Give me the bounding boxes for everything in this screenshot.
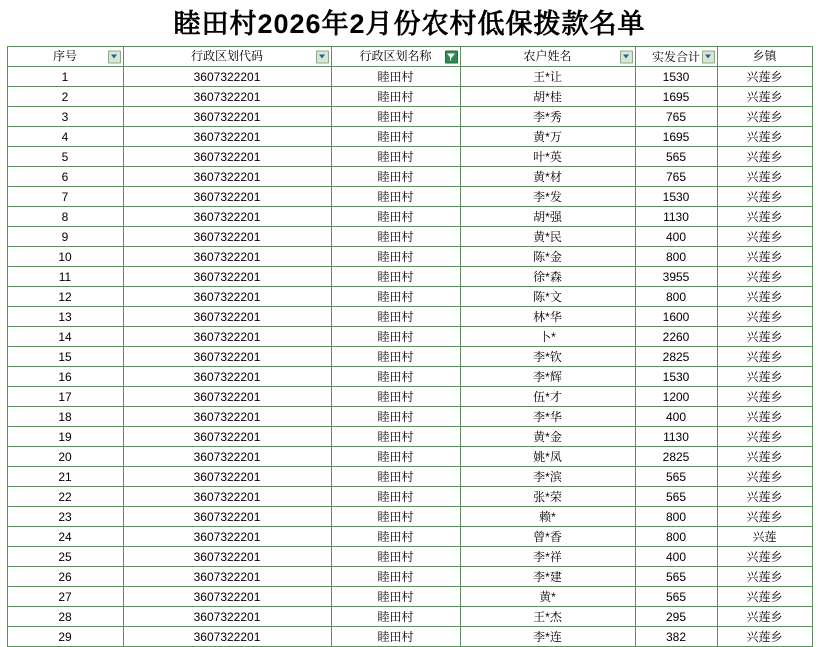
cell-person[interactable]: 胡*桂	[460, 87, 635, 107]
table-header	[7, 47, 812, 67]
cell-town[interactable]: 兴莲乡	[717, 347, 812, 367]
cell-amount[interactable]: 400	[635, 407, 717, 427]
cell-code[interactable]: 3607322201	[123, 527, 331, 547]
filter-dropdown-icon-code[interactable]	[316, 50, 329, 63]
cell-code[interactable]: 3607322201	[123, 507, 331, 527]
cell-seq[interactable]: 19	[7, 427, 123, 447]
cell-person[interactable]: 卜*	[460, 327, 635, 347]
cell-town[interactable]: 兴莲乡	[717, 627, 812, 647]
table-row[interactable]	[7, 387, 812, 407]
cell-seq[interactable]: 11	[7, 267, 123, 287]
cell-person[interactable]: 黄*民	[460, 227, 635, 247]
cell-seq[interactable]: 18	[7, 407, 123, 427]
cell-code[interactable]: 3607322201	[123, 167, 331, 187]
cell-town[interactable]: 兴莲乡	[717, 507, 812, 527]
cell-code[interactable]: 3607322201	[123, 127, 331, 147]
cell-seq[interactable]: 21	[7, 467, 123, 487]
cell-code[interactable]: 3607322201	[123, 107, 331, 127]
cell-seq[interactable]: 13	[7, 307, 123, 327]
cell-name[interactable]: 睦田村	[331, 67, 460, 87]
table-row[interactable]	[7, 327, 812, 347]
cell-amount[interactable]: 800	[635, 527, 717, 547]
cell-town[interactable]: 兴莲乡	[717, 467, 812, 487]
cell-person[interactable]: 李*祥	[460, 547, 635, 567]
cell-town[interactable]: 兴莲乡	[717, 107, 812, 127]
column-header-town[interactable]	[717, 47, 812, 67]
cell-name[interactable]: 睦田村	[331, 527, 460, 547]
cell-code[interactable]: 3607322201	[123, 307, 331, 327]
cell-person[interactable]: 叶*英	[460, 147, 635, 167]
cell-seq[interactable]: 5	[7, 147, 123, 167]
cell-town[interactable]: 兴莲乡	[717, 547, 812, 567]
cell-name[interactable]: 睦田村	[331, 407, 460, 427]
cell-amount[interactable]: 382	[635, 627, 717, 647]
table-row[interactable]	[7, 467, 812, 487]
table-row[interactable]	[7, 447, 812, 467]
cell-seq[interactable]: 12	[7, 287, 123, 307]
cell-person[interactable]: 王*让	[460, 67, 635, 87]
cell-town[interactable]: 兴莲乡	[717, 567, 812, 587]
cell-code[interactable]: 3607322201	[123, 407, 331, 427]
cell-name[interactable]: 睦田村	[331, 547, 460, 567]
cell-person[interactable]: 李*连	[460, 627, 635, 647]
cell-name[interactable]: 睦田村	[331, 347, 460, 367]
cell-name[interactable]: 睦田村	[331, 87, 460, 107]
cell-amount[interactable]: 565	[635, 587, 717, 607]
cell-name[interactable]: 睦田村	[331, 447, 460, 467]
cell-person[interactable]: 林*华	[460, 307, 635, 327]
cell-town[interactable]: 兴莲乡	[717, 247, 812, 267]
cell-amount[interactable]: 400	[635, 227, 717, 247]
table-row[interactable]	[7, 187, 812, 207]
cell-seq[interactable]: 6	[7, 167, 123, 187]
cell-seq[interactable]: 26	[7, 567, 123, 587]
cell-seq[interactable]: 2	[7, 87, 123, 107]
cell-name[interactable]: 睦田村	[331, 367, 460, 387]
cell-name[interactable]: 睦田村	[331, 607, 460, 627]
cell-seq[interactable]: 20	[7, 447, 123, 467]
table-body	[7, 67, 812, 647]
cell-amount[interactable]: 295	[635, 607, 717, 627]
cell-amount[interactable]: 3955	[635, 267, 717, 287]
cell-amount[interactable]: 800	[635, 247, 717, 267]
cell-name[interactable]: 睦田村	[331, 427, 460, 447]
column-header-name[interactable]	[331, 47, 460, 67]
cell-seq[interactable]: 28	[7, 607, 123, 627]
cell-town[interactable]: 兴莲	[717, 527, 812, 547]
table-row[interactable]	[7, 407, 812, 427]
table-row[interactable]	[7, 207, 812, 227]
cell-person[interactable]: 李*辉	[460, 367, 635, 387]
cell-town[interactable]: 兴莲乡	[717, 367, 812, 387]
table-row[interactable]	[7, 247, 812, 267]
cell-code[interactable]: 3607322201	[123, 547, 331, 567]
cell-amount[interactable]: 800	[635, 287, 717, 307]
cell-amount[interactable]: 565	[635, 147, 717, 167]
cell-town[interactable]: 兴莲乡	[717, 187, 812, 207]
table-row[interactable]	[7, 587, 812, 607]
cell-seq[interactable]: 16	[7, 367, 123, 387]
cell-person[interactable]: 赖*	[460, 507, 635, 527]
cell-seq[interactable]: 1	[7, 67, 123, 87]
cell-town[interactable]: 兴莲乡	[717, 427, 812, 447]
cell-amount[interactable]: 1530	[635, 67, 717, 87]
column-header-code[interactable]	[123, 47, 331, 67]
cell-town[interactable]: 兴莲乡	[717, 147, 812, 167]
cell-seq[interactable]: 25	[7, 547, 123, 567]
cell-code[interactable]: 3607322201	[123, 87, 331, 107]
cell-code[interactable]: 3607322201	[123, 467, 331, 487]
cell-name[interactable]: 睦田村	[331, 167, 460, 187]
table-row[interactable]	[7, 427, 812, 447]
cell-amount[interactable]: 2825	[635, 347, 717, 367]
table-row[interactable]	[7, 307, 812, 327]
cell-town[interactable]: 兴莲乡	[717, 127, 812, 147]
cell-person[interactable]: 黄*	[460, 587, 635, 607]
cell-town[interactable]: 兴莲乡	[717, 227, 812, 247]
cell-code[interactable]: 3607322201	[123, 387, 331, 407]
cell-name[interactable]: 睦田村	[331, 207, 460, 227]
table-row[interactable]	[7, 87, 812, 107]
cell-name[interactable]: 睦田村	[331, 127, 460, 147]
filter-dropdown-icon-seq[interactable]	[108, 50, 121, 63]
cell-name[interactable]: 睦田村	[331, 147, 460, 167]
cell-amount[interactable]: 565	[635, 487, 717, 507]
cell-town[interactable]: 兴莲乡	[717, 487, 812, 507]
cell-amount[interactable]: 1530	[635, 367, 717, 387]
cell-seq[interactable]: 10	[7, 247, 123, 267]
column-header-amount[interactable]	[635, 47, 717, 67]
cell-amount[interactable]: 765	[635, 167, 717, 187]
cell-name[interactable]: 睦田村	[331, 507, 460, 527]
page-title: 睦田村2026年2月份农村低保拨款名单	[173, 9, 646, 39]
data-table	[7, 46, 813, 647]
cell-person[interactable]: 李*滨	[460, 467, 635, 487]
header-row	[7, 47, 812, 67]
cell-amount[interactable]: 1530	[635, 187, 717, 207]
table-row[interactable]	[7, 527, 812, 547]
cell-person[interactable]: 黄*金	[460, 427, 635, 447]
cell-amount[interactable]: 1200	[635, 387, 717, 407]
cell-person[interactable]: 黄*材	[460, 167, 635, 187]
cell-person[interactable]: 伍*才	[460, 387, 635, 407]
cell-town[interactable]: 兴莲乡	[717, 207, 812, 227]
cell-code[interactable]: 3607322201	[123, 567, 331, 587]
cell-amount[interactable]: 400	[635, 547, 717, 567]
cell-seq[interactable]: 29	[7, 627, 123, 647]
cell-amount[interactable]: 2260	[635, 327, 717, 347]
cell-seq[interactable]: 17	[7, 387, 123, 407]
cell-code[interactable]: 3607322201	[123, 247, 331, 267]
cell-person[interactable]: 胡*强	[460, 207, 635, 227]
column-header-amount-label: 实发合计	[651, 49, 700, 64]
cell-town[interactable]: 兴莲乡	[717, 327, 812, 347]
table-row[interactable]	[7, 147, 812, 167]
column-header-person[interactable]	[460, 47, 635, 67]
cell-person[interactable]: 姚*凤	[460, 447, 635, 467]
cell-amount[interactable]: 1130	[635, 207, 717, 227]
cell-town[interactable]: 兴莲乡	[717, 167, 812, 187]
cell-town[interactable]: 兴莲乡	[717, 87, 812, 107]
table-row[interactable]	[7, 627, 812, 647]
cell-name[interactable]: 睦田村	[331, 107, 460, 127]
table-row[interactable]	[7, 487, 812, 507]
cell-person[interactable]: 张*荣	[460, 487, 635, 507]
cell-code[interactable]: 3607322201	[123, 267, 331, 287]
cell-amount[interactable]: 1600	[635, 307, 717, 327]
cell-person[interactable]: 陈*金	[460, 247, 635, 267]
cell-amount[interactable]: 2825	[635, 447, 717, 467]
cell-town[interactable]: 兴莲乡	[717, 607, 812, 627]
filter-dropdown-icon-amount[interactable]	[702, 50, 715, 63]
cell-code[interactable]: 3607322201	[123, 587, 331, 607]
cell-town[interactable]: 兴莲乡	[717, 447, 812, 467]
cell-town[interactable]: 兴莲乡	[717, 307, 812, 327]
cell-seq[interactable]: 3	[7, 107, 123, 127]
cell-seq[interactable]: 24	[7, 527, 123, 547]
filter-applied-icon-name[interactable]	[445, 50, 458, 63]
cell-town[interactable]: 兴莲乡	[717, 587, 812, 607]
cell-name[interactable]: 睦田村	[331, 567, 460, 587]
cell-code[interactable]: 3607322201	[123, 207, 331, 227]
cell-seq[interactable]: 9	[7, 227, 123, 247]
cell-person[interactable]: 王*杰	[460, 607, 635, 627]
table-row[interactable]	[7, 167, 812, 187]
filter-dropdown-icon-person[interactable]	[620, 50, 633, 63]
cell-person[interactable]: 徐*森	[460, 267, 635, 287]
cell-town[interactable]: 兴莲乡	[717, 267, 812, 287]
cell-person[interactable]: 陈*文	[460, 287, 635, 307]
cell-person[interactable]: 李*发	[460, 187, 635, 207]
table-row[interactable]	[7, 227, 812, 247]
cell-person[interactable]: 曾*香	[460, 527, 635, 547]
cell-name[interactable]: 睦田村	[331, 587, 460, 607]
table-row[interactable]	[7, 287, 812, 307]
cell-name[interactable]: 睦田村	[331, 627, 460, 647]
cell-amount[interactable]: 1130	[635, 427, 717, 447]
cell-seq[interactable]: 22	[7, 487, 123, 507]
cell-code[interactable]: 3607322201	[123, 427, 331, 447]
cell-amount[interactable]: 765	[635, 107, 717, 127]
table-row[interactable]	[7, 507, 812, 527]
table-row[interactable]	[7, 67, 812, 87]
column-header-code-label: 行政区划代码	[190, 49, 263, 63]
cell-town[interactable]: 兴莲乡	[717, 407, 812, 427]
cell-person[interactable]: 李*钦	[460, 347, 635, 367]
cell-town[interactable]: 兴莲乡	[717, 67, 812, 87]
cell-amount[interactable]: 565	[635, 467, 717, 487]
column-header-town-label: 乡镇	[752, 49, 777, 63]
cell-seq[interactable]: 15	[7, 347, 123, 367]
cell-name[interactable]: 睦田村	[331, 187, 460, 207]
column-header-seq-label: 序号	[52, 49, 77, 63]
table-row[interactable]	[7, 347, 812, 367]
cell-amount[interactable]: 1695	[635, 87, 717, 107]
cell-name[interactable]: 睦田村	[331, 287, 460, 307]
table-row[interactable]	[7, 547, 812, 567]
cell-code[interactable]: 3607322201	[123, 487, 331, 507]
cell-amount[interactable]: 1695	[635, 127, 717, 147]
cell-person[interactable]: 黄*万	[460, 127, 635, 147]
cell-seq[interactable]: 27	[7, 587, 123, 607]
cell-person[interactable]: 李*秀	[460, 107, 635, 127]
cell-code[interactable]: 3607322201	[123, 347, 331, 367]
table-row[interactable]	[7, 567, 812, 587]
cell-name[interactable]: 睦田村	[331, 387, 460, 407]
cell-code[interactable]: 3607322201	[123, 67, 331, 87]
cell-name[interactable]: 睦田村	[331, 487, 460, 507]
cell-amount[interactable]: 800	[635, 507, 717, 527]
cell-seq[interactable]: 8	[7, 207, 123, 227]
cell-town[interactable]: 兴莲乡	[717, 287, 812, 307]
cell-name[interactable]: 睦田村	[331, 327, 460, 347]
cell-code[interactable]: 3607322201	[123, 287, 331, 307]
column-header-seq[interactable]	[7, 47, 123, 67]
cell-person[interactable]: 李*建	[460, 567, 635, 587]
cell-code[interactable]: 3607322201	[123, 327, 331, 347]
cell-town[interactable]: 兴莲乡	[717, 387, 812, 407]
cell-code[interactable]: 3607322201	[123, 227, 331, 247]
column-header-person-label: 农户姓名	[523, 49, 572, 63]
cell-amount[interactable]: 565	[635, 567, 717, 587]
table-row[interactable]	[7, 607, 812, 627]
cell-seq[interactable]: 7	[7, 187, 123, 207]
cell-code[interactable]: 3607322201	[123, 627, 331, 647]
table-row[interactable]	[7, 127, 812, 147]
cell-name[interactable]: 睦田村	[331, 227, 460, 247]
cell-name[interactable]: 睦田村	[331, 247, 460, 267]
column-header-name-label: 行政区划名称	[359, 49, 432, 63]
cell-code[interactable]: 3607322201	[123, 147, 331, 167]
table-row[interactable]	[7, 267, 812, 287]
cell-seq[interactable]: 23	[7, 507, 123, 527]
cell-name[interactable]: 睦田村	[331, 307, 460, 327]
cell-code[interactable]: 3607322201	[123, 187, 331, 207]
cell-name[interactable]: 睦田村	[331, 267, 460, 287]
cell-code[interactable]: 3607322201	[123, 607, 331, 627]
table-row[interactable]	[7, 107, 812, 127]
cell-seq[interactable]: 14	[7, 327, 123, 347]
cell-code[interactable]: 3607322201	[123, 447, 331, 467]
cell-code[interactable]: 3607322201	[123, 367, 331, 387]
cell-seq[interactable]: 4	[7, 127, 123, 147]
cell-name[interactable]: 睦田村	[331, 467, 460, 487]
cell-person[interactable]: 李*华	[460, 407, 635, 427]
table-row[interactable]	[7, 367, 812, 387]
